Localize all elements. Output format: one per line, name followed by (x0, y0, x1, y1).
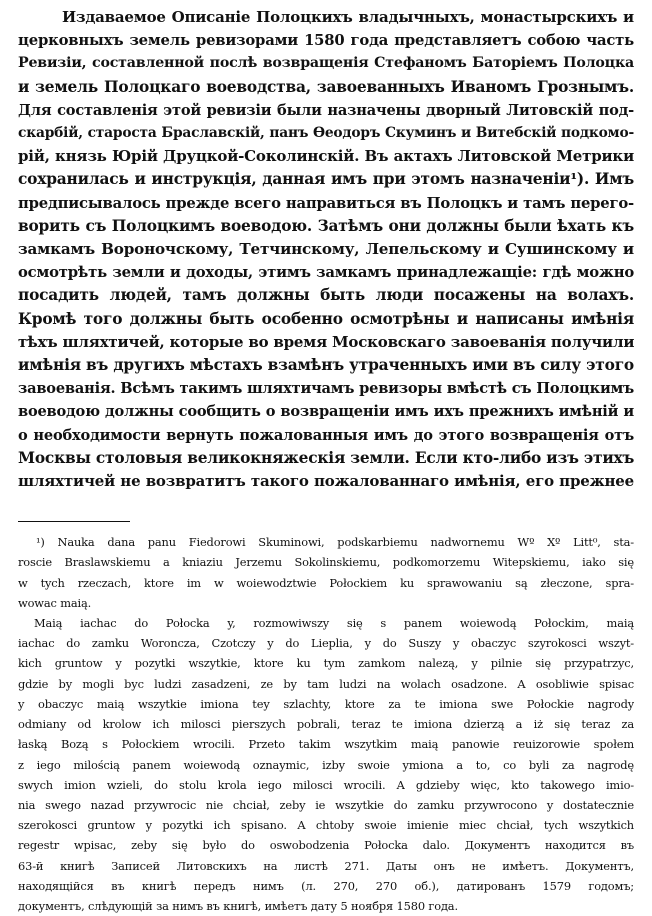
footnote-line: łaską Bozą s Połockiem wrocili. Przeto takim wszytkim maią panowie reuizorowie społem (18, 737, 634, 752)
text-line: Ревизіи, составленной послѣ возвращенія Стефаномъ Баторіемъ Полоцка (18, 55, 634, 72)
footnote-line: документъ, слѣдующій за нимъ въ книгѣ, имѣетъ дату 5 ноября 1580 года. (18, 898, 458, 913)
text-line: воеводою должны сообщить о возвращеніи имъ ихъ прежнихъ имѣній и (18, 403, 634, 421)
footnote-line: roscie Braslawskiemu a kniaziu Jerzemu Sokolinskiemu, podkomorzemu Witepskiemu, iako się (18, 555, 634, 570)
footnote-line: находящійся въ книгѣ передъ нимъ (л. 270, 270 об.), датированъ 1579 годомъ; (18, 878, 634, 893)
footnote-line: odmiany od krolow ich milosci pierszych pobrali, teraz te imiona dzierzą a iż się teraz za (18, 717, 634, 732)
footnote-line: regestr wpisac, zeby się było do oswobodzenia Połocka dalo. Документъ находится въ (18, 838, 634, 853)
text-line: о необходимости вернуть пожалованныя имъ до этого возвращенія отъ (18, 426, 634, 444)
text-line: церковныхъ земель ревизорами 1580 года представляетъ собою часть (18, 32, 634, 50)
footnote (18, 532, 634, 916)
footnote-line: kich gruntow y pozytki wszytkie, ktore ku tym zamkom nalezą, y pilnie się przypatrzyc, (18, 656, 634, 671)
footnote-line: szerokosci gruntow y pozytki ich spisano. A chtoby swoie imienie miec chciał, tych wszytkich (18, 818, 634, 833)
footnote-line: swych imion wzieli, do stolu krola iego milosci wrocili. A gdzieby więc, kto takowego imio- (18, 777, 634, 792)
footnote-line: wowac maią. (18, 595, 92, 610)
footnote-line: 63-й книгѣ Записей Литовскихъ на листѣ 271. Даты онъ не имѣетъ. Документъ, (18, 858, 634, 873)
footnote-line: iachac do zamku Woroncza, Czotczy y do Lieplia, y do Suszy y obaczyc szyrokosci wszyt- (18, 636, 634, 651)
text-line: посадить людей, тамъ должны быть люди посажены на волахъ. (18, 286, 634, 305)
footnote-separator (18, 521, 130, 522)
text-line: Кромѣ того должны быть особенно осмотрѣны и написаны имѣнія (18, 309, 634, 328)
text-line: Издаваемое Описаніе Полоцкихъ владычныхъ, монастырскихъ и (62, 8, 634, 26)
footnote-line: gdzie by mogli byc ludzi zasadzeni, ze by tam ludzi na wolach osadzone. A osobliwie spisac (18, 676, 634, 691)
text-line: тѣхъ шляхтичей, которые во время Московскаго завоеванія получили (18, 332, 634, 351)
text-line: имѣнія въ другихъ мѣстахъ взамѣнъ утраченныхъ ими въ силу этого (18, 356, 634, 375)
text-line: сохранилась и инструкція, данная имъ при этомъ назначеніи¹). Имъ (18, 170, 634, 189)
text-line: рій, князь Юрій Друцкой-Соколинскій. Въ актахъ Литовской Метрики (18, 147, 634, 166)
footnote-line: nia swego nazad przywrocic nie chciał, zeby ie wszytkie do zamku przywrocono y dostatecznie (18, 797, 634, 812)
text-line: осмотрѣть земли и доходы, этимъ замкамъ принадлежащіе: гдѣ можно (18, 264, 634, 282)
text-line: скарбій, староста Браславскій, панъ Ѳеодоръ Скуминъ и Витебскій подкомо- (18, 125, 634, 142)
footnote-line: Maią iachac do Połocka y, rozmowiwszy się s panem woiewodą Połockim, maią (34, 616, 634, 631)
text-line: завоеванія. Всѣмъ такимъ шляхтичамъ ревизоры вмѣстѣ съ Полоцкимъ (18, 380, 634, 398)
text-line: предписывалось прежде всего направиться въ Полоцкъ и тамъ перего- (18, 194, 634, 212)
main-text (18, 6, 634, 493)
footnote-line: y obaczyc maią wszytkie imiona tey szlachty, ktore za te imiona swe Połockie nagrody (18, 696, 634, 711)
footnote-line: z iego milością panem woiewodą oznaymic, izby swoie ymiona a to, co byli za nagrodę (18, 757, 634, 772)
text-line: Москвы столовыя великокняжескія земли. Если кто-либо изъ этихъ (18, 448, 634, 467)
text-line: ворить съ Полоцкимъ воеводою. Затѣмъ они должны были ѣхать къ (18, 216, 634, 235)
text-line: Для составленія этой ревизіи были назначены дворный Литовскій под- (18, 101, 634, 119)
footnote-line: w tych rzeczach, ktore im w woiewodztwie Połockiem ku sprawowaniu są złeczone, spra- (18, 575, 634, 590)
text-line: шляхтичей не возвратитъ такого пожалованнаго имѣнія, его прежнее (18, 472, 634, 491)
text-line: и земель Полоцкаго воеводства, завоеванныхъ Иваномъ Грознымъ. (18, 77, 634, 96)
text-line: замкамъ Вороночскому, Тетчинскому, Лепельскому и Сушинскому и (18, 240, 634, 259)
footnote-line: ¹) Nauka dana panu Fiedorowi Skuminowi, podskarbiemu nadwornemu Wº Xº Litt⁰, sta- (36, 535, 634, 550)
